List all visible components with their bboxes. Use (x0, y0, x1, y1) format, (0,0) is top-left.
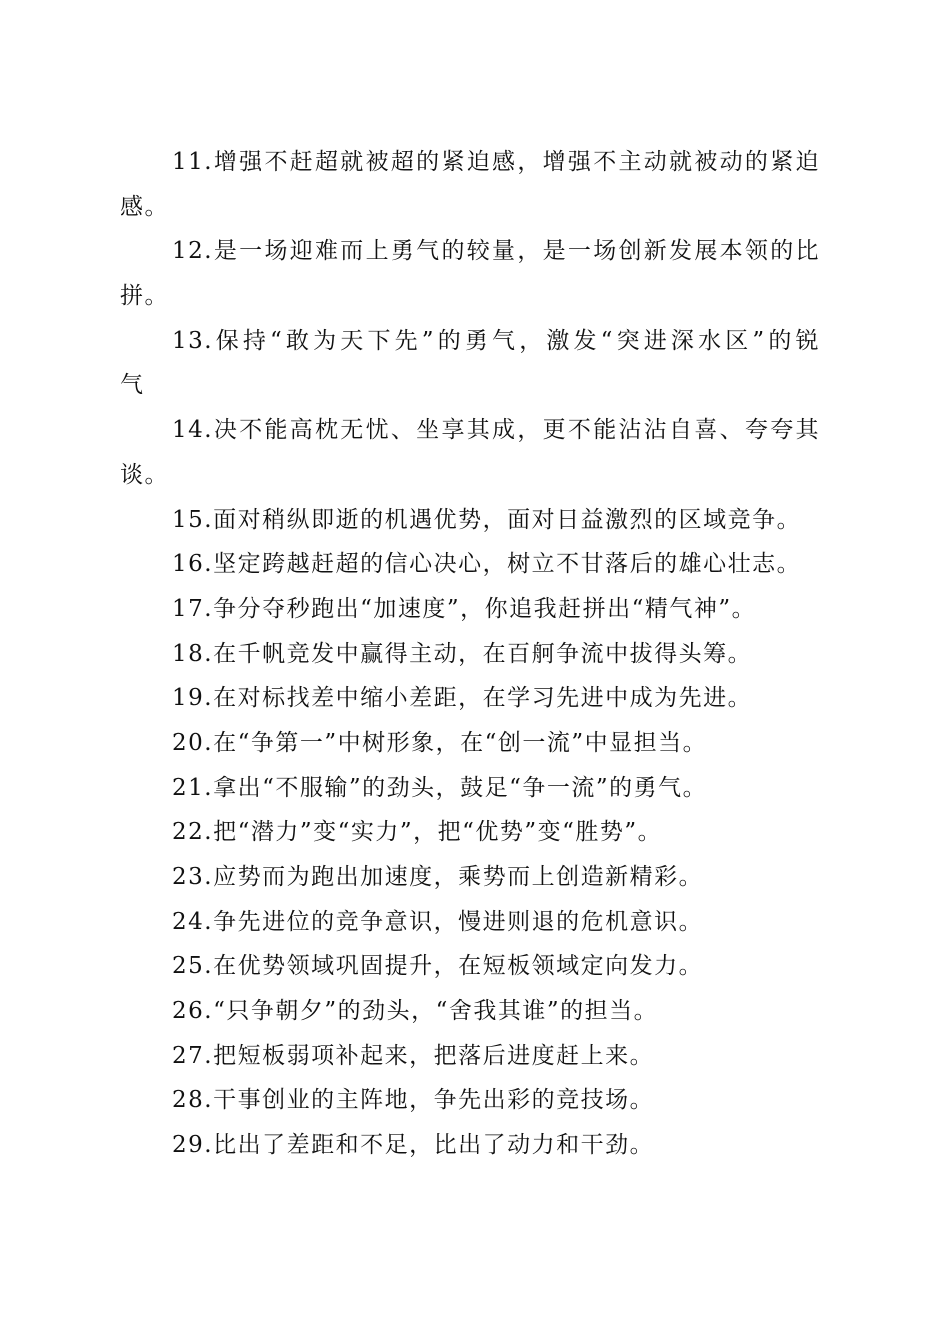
list-item-text: 19.在对标找差中缩小差距，在学习先进中成为先进。 (172, 685, 753, 712)
list-item (120, 1123, 820, 1168)
list-item (120, 855, 820, 900)
list-item-text: 14.决不能高枕无忧、坐享其成，更不能沾沾自喜、夸夸其 (172, 417, 820, 444)
list-item (120, 810, 820, 855)
list-item (120, 721, 820, 766)
list-item-continuation: 谈。 (120, 461, 169, 488)
list-item (120, 676, 820, 721)
list-item-text: 15.面对稍纵即逝的机遇优势，面对日益激烈的区域竞争。 (172, 506, 802, 533)
list-item (120, 989, 820, 1034)
list-item (120, 1078, 820, 1123)
list-item-text: 27.把短板弱项补起来，把落后进度赶上来。 (172, 1042, 655, 1069)
list-item-text: 17.争分夺秒跑出“加速度”，你追我赶拼出“精气神”。 (172, 595, 757, 622)
list-item-text: 18.在千帆竞发中赢得主动，在百舸争流中拔得头筹。 (172, 640, 753, 667)
list-item (120, 766, 820, 811)
list-item (120, 587, 820, 632)
list-item-text: 13.保持“敢为天下先”的勇气，激发“突进深水区”的锐 (172, 327, 820, 354)
list-item-text: 25.在优势领域巩固提升，在短板领域定向发力。 (172, 953, 704, 980)
list-item-text: 23.应势而为跑出加速度，乘势而上创造新精彩。 (172, 864, 704, 890)
list-item-continuation: 感。 (120, 193, 169, 220)
list-item-text: 29.比出了差距和不足，比出了动力和干劲。 (172, 1132, 655, 1159)
list-item (120, 319, 820, 408)
document-body (120, 140, 820, 1168)
list-item-text: 12.是一场迎难而上勇气的较量，是一场创新发展本领的比 (172, 238, 820, 265)
list-item-text: 22.把“潜力”变“实力”，把“优势”变“胜势”。 (172, 819, 663, 846)
list-item (120, 1034, 820, 1079)
list-item (120, 900, 820, 945)
list-item (120, 542, 820, 587)
list-item-text: 26.“只争朝夕”的劲头，“舍我其谁”的担当。 (172, 998, 659, 1025)
list-item (120, 632, 820, 677)
list-item-text: 28.干事创业的主阵地，争先出彩的竞技场。 (172, 1087, 655, 1114)
list-item (120, 944, 820, 989)
list-item-text: 16.坚定跨越赶超的信心决心，树立不甘落后的雄心壮志。 (172, 551, 802, 578)
list-item (120, 408, 820, 497)
list-item (120, 140, 820, 229)
list-item-continuation: 气 (120, 372, 145, 399)
list-item-text: 21.拿出“不服输”的劲头，鼓足“争一流”的勇气。 (172, 774, 708, 801)
list-item (120, 498, 820, 543)
list-item (120, 229, 820, 318)
list-item-text: 24.争先进位的竞争意识，慢进则退的危机意识。 (172, 908, 704, 935)
list-item-text: 11.增强不赶超就被超的紧迫感，增强不主动就被动的紧迫 (172, 149, 820, 175)
list-item-continuation: 拼。 (120, 283, 169, 310)
list-item-text: 20.在“争第一”中树形象，在“创一流”中显担当。 (172, 729, 708, 756)
